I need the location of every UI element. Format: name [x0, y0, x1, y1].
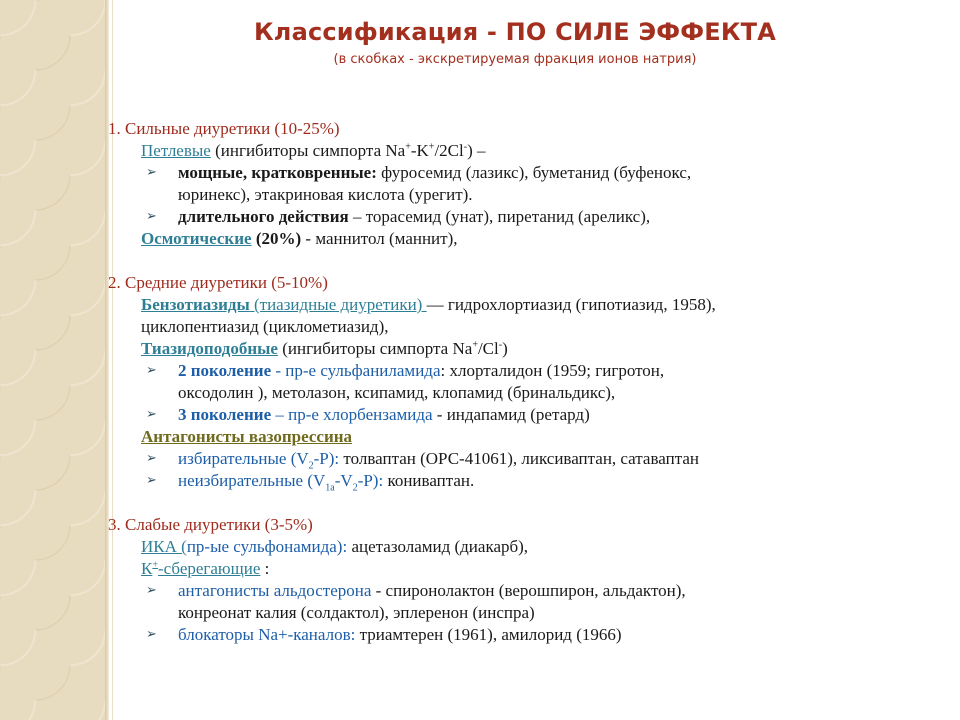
gen2-mid: - пр-е сульфаниламида — [271, 361, 441, 380]
ika-label: ИКА ( — [141, 537, 187, 556]
section-1-heading: 1. Сильные диуретики (10-25%) — [108, 119, 340, 138]
benzothiazide-text: — гидрохлортиазид (гипотиазид, 1958), — [426, 295, 716, 314]
benzothiazide-label: Бензотиазиды — [141, 295, 250, 314]
na-channel-blockers-text: триамтерен (1961), амилорид (1966) — [355, 625, 622, 644]
list-item — [108, 624, 948, 646]
section-2-heading: 2. Средние диуретики (5-10%) — [108, 273, 328, 292]
long-acting-text: – торасемид (унат), пиретанид (ареликс), — [348, 207, 651, 226]
section-3-heading: 3. Слабые диуретики (3-5%) — [108, 515, 313, 534]
sup-plus: + — [405, 141, 411, 153]
osmotic-text: - маннитол (маннит), — [301, 229, 458, 248]
slide-subtitle: (в скобках - экскретируемая фракция ионов натрия) — [333, 52, 697, 67]
nonselective-b: -V — [334, 471, 353, 490]
selective-sub: 2 — [308, 460, 314, 472]
loop-diuretics-line — [108, 140, 948, 162]
thiazide-like-end: ) — [502, 339, 508, 358]
loop-text-k: -K — [410, 141, 429, 160]
benzothiazide-line — [108, 294, 948, 316]
sup-plus: + — [428, 141, 435, 153]
sup-minus: - — [463, 141, 468, 153]
list-item — [108, 360, 948, 382]
aldosterone-antagonists-label: антагонисты альдостерона — [178, 581, 372, 600]
selective-a: избирательные (V — [178, 449, 309, 468]
thiazide-like-cl: /Cl — [477, 339, 499, 358]
k-sparing-sup: + — [152, 559, 158, 571]
loop-text: (ингибиторы симпорта Na — [210, 141, 406, 160]
loop-text-end: ) – — [467, 141, 486, 160]
loop-text-cl: /2Cl — [434, 141, 464, 160]
osmotic-percent: (20%) — [251, 229, 302, 248]
list-item-continuation: оксодолин ), метолазон, ксипамид, клопамид (бринальдикс), — [178, 383, 616, 402]
k-sparing-colon: : — [260, 559, 270, 578]
sup-minus: - — [498, 339, 503, 351]
gen3-text: - индапамид (ретард) — [432, 405, 590, 424]
na-channel-blockers-label: блокаторы Na+-каналов: — [178, 625, 356, 644]
decorative-left-band — [0, 0, 105, 720]
list-item — [108, 580, 948, 602]
gen2-label: 2 поколение — [178, 361, 272, 380]
list-item — [108, 470, 948, 492]
vasopressin-antagonists-line — [108, 426, 948, 448]
k-sparing-label: -сберегающие — [157, 559, 261, 578]
k-sparing-line — [108, 558, 948, 580]
loop-diuretics-label: Петлевые — [141, 141, 211, 160]
arrow-bullet-icon: ➢ — [146, 209, 157, 224]
list-item — [108, 206, 948, 228]
thiazide-like-label: Тиазидоподобные — [141, 339, 278, 358]
arrow-bullet-icon: ➢ — [146, 451, 157, 466]
nonselective-c: -P): — [357, 471, 384, 490]
arrow-bullet-icon: ➢ — [146, 473, 157, 488]
gen3-mid: – пр-е хлорбензамида — [271, 405, 433, 424]
arrow-bullet-icon: ➢ — [146, 627, 157, 642]
nonselective-sub1: 1a — [325, 482, 335, 494]
spacer — [108, 250, 948, 272]
slide-title: Классификация - ПО СИЛЕ ЭФФЕКТА — [253, 18, 777, 46]
k-sparing-k: К — [141, 559, 153, 578]
benzothiazide-paren: (тиазидные диуретики) — [249, 295, 427, 314]
long-acting-label: длительного действия — [178, 207, 349, 226]
arrow-bullet-icon: ➢ — [146, 407, 157, 422]
slide-content — [108, 118, 948, 646]
nonselective-sub2: 2 — [352, 482, 358, 494]
ika-mid: пр-ые сульфонамида): — [186, 537, 348, 556]
gen2-text: : хлорталидон (1959; гигротон, — [440, 361, 665, 380]
list-item — [108, 162, 948, 184]
thiazide-like-line — [108, 338, 948, 360]
ika-text: ацетазоламид (диакарб), — [347, 537, 529, 556]
nonselective-a: неизбирательные (V — [178, 471, 326, 490]
benzothiazide-continuation: циклопентиазид (циклометиазид), — [141, 317, 389, 336]
aldosterone-antagonists-text: - спиронолактон (верошпирон, альдактон), — [371, 581, 686, 600]
sup-plus: + — [472, 339, 478, 351]
list-item — [108, 404, 948, 426]
vasopressin-antagonists-label: Антагонисты вазопрессина — [141, 427, 353, 446]
osmotic-label: Осмотические — [141, 229, 252, 248]
list-item-continuation: юринекс), этакриновая кислота (урегит). — [178, 185, 473, 204]
selective-text: толваптан (ОРС-41061), ликсиваптан, сатаваптан — [339, 449, 699, 468]
ika-line — [108, 536, 948, 558]
potent-label: мощные, кратковренные: — [178, 163, 377, 182]
osmotic-line — [108, 228, 948, 250]
arrow-bullet-icon: ➢ — [146, 363, 157, 378]
arrow-bullet-icon: ➢ — [146, 165, 157, 180]
selective-b: -P): — [313, 449, 340, 468]
spacer — [108, 492, 948, 514]
thiazide-like-text: (ингибиторы симпорта Na — [277, 339, 473, 358]
list-item-continuation: конреонат калия (солдактол), эплеренон (инспра) — [178, 603, 535, 622]
potent-text: фуросемид (лазикс), буметанид (буфенокс, — [376, 163, 692, 182]
nonselective-text: кониваптан. — [383, 471, 475, 490]
gen3-label: 3 поколение — [178, 405, 272, 424]
list-item — [108, 448, 948, 470]
arrow-bullet-icon: ➢ — [146, 583, 157, 598]
